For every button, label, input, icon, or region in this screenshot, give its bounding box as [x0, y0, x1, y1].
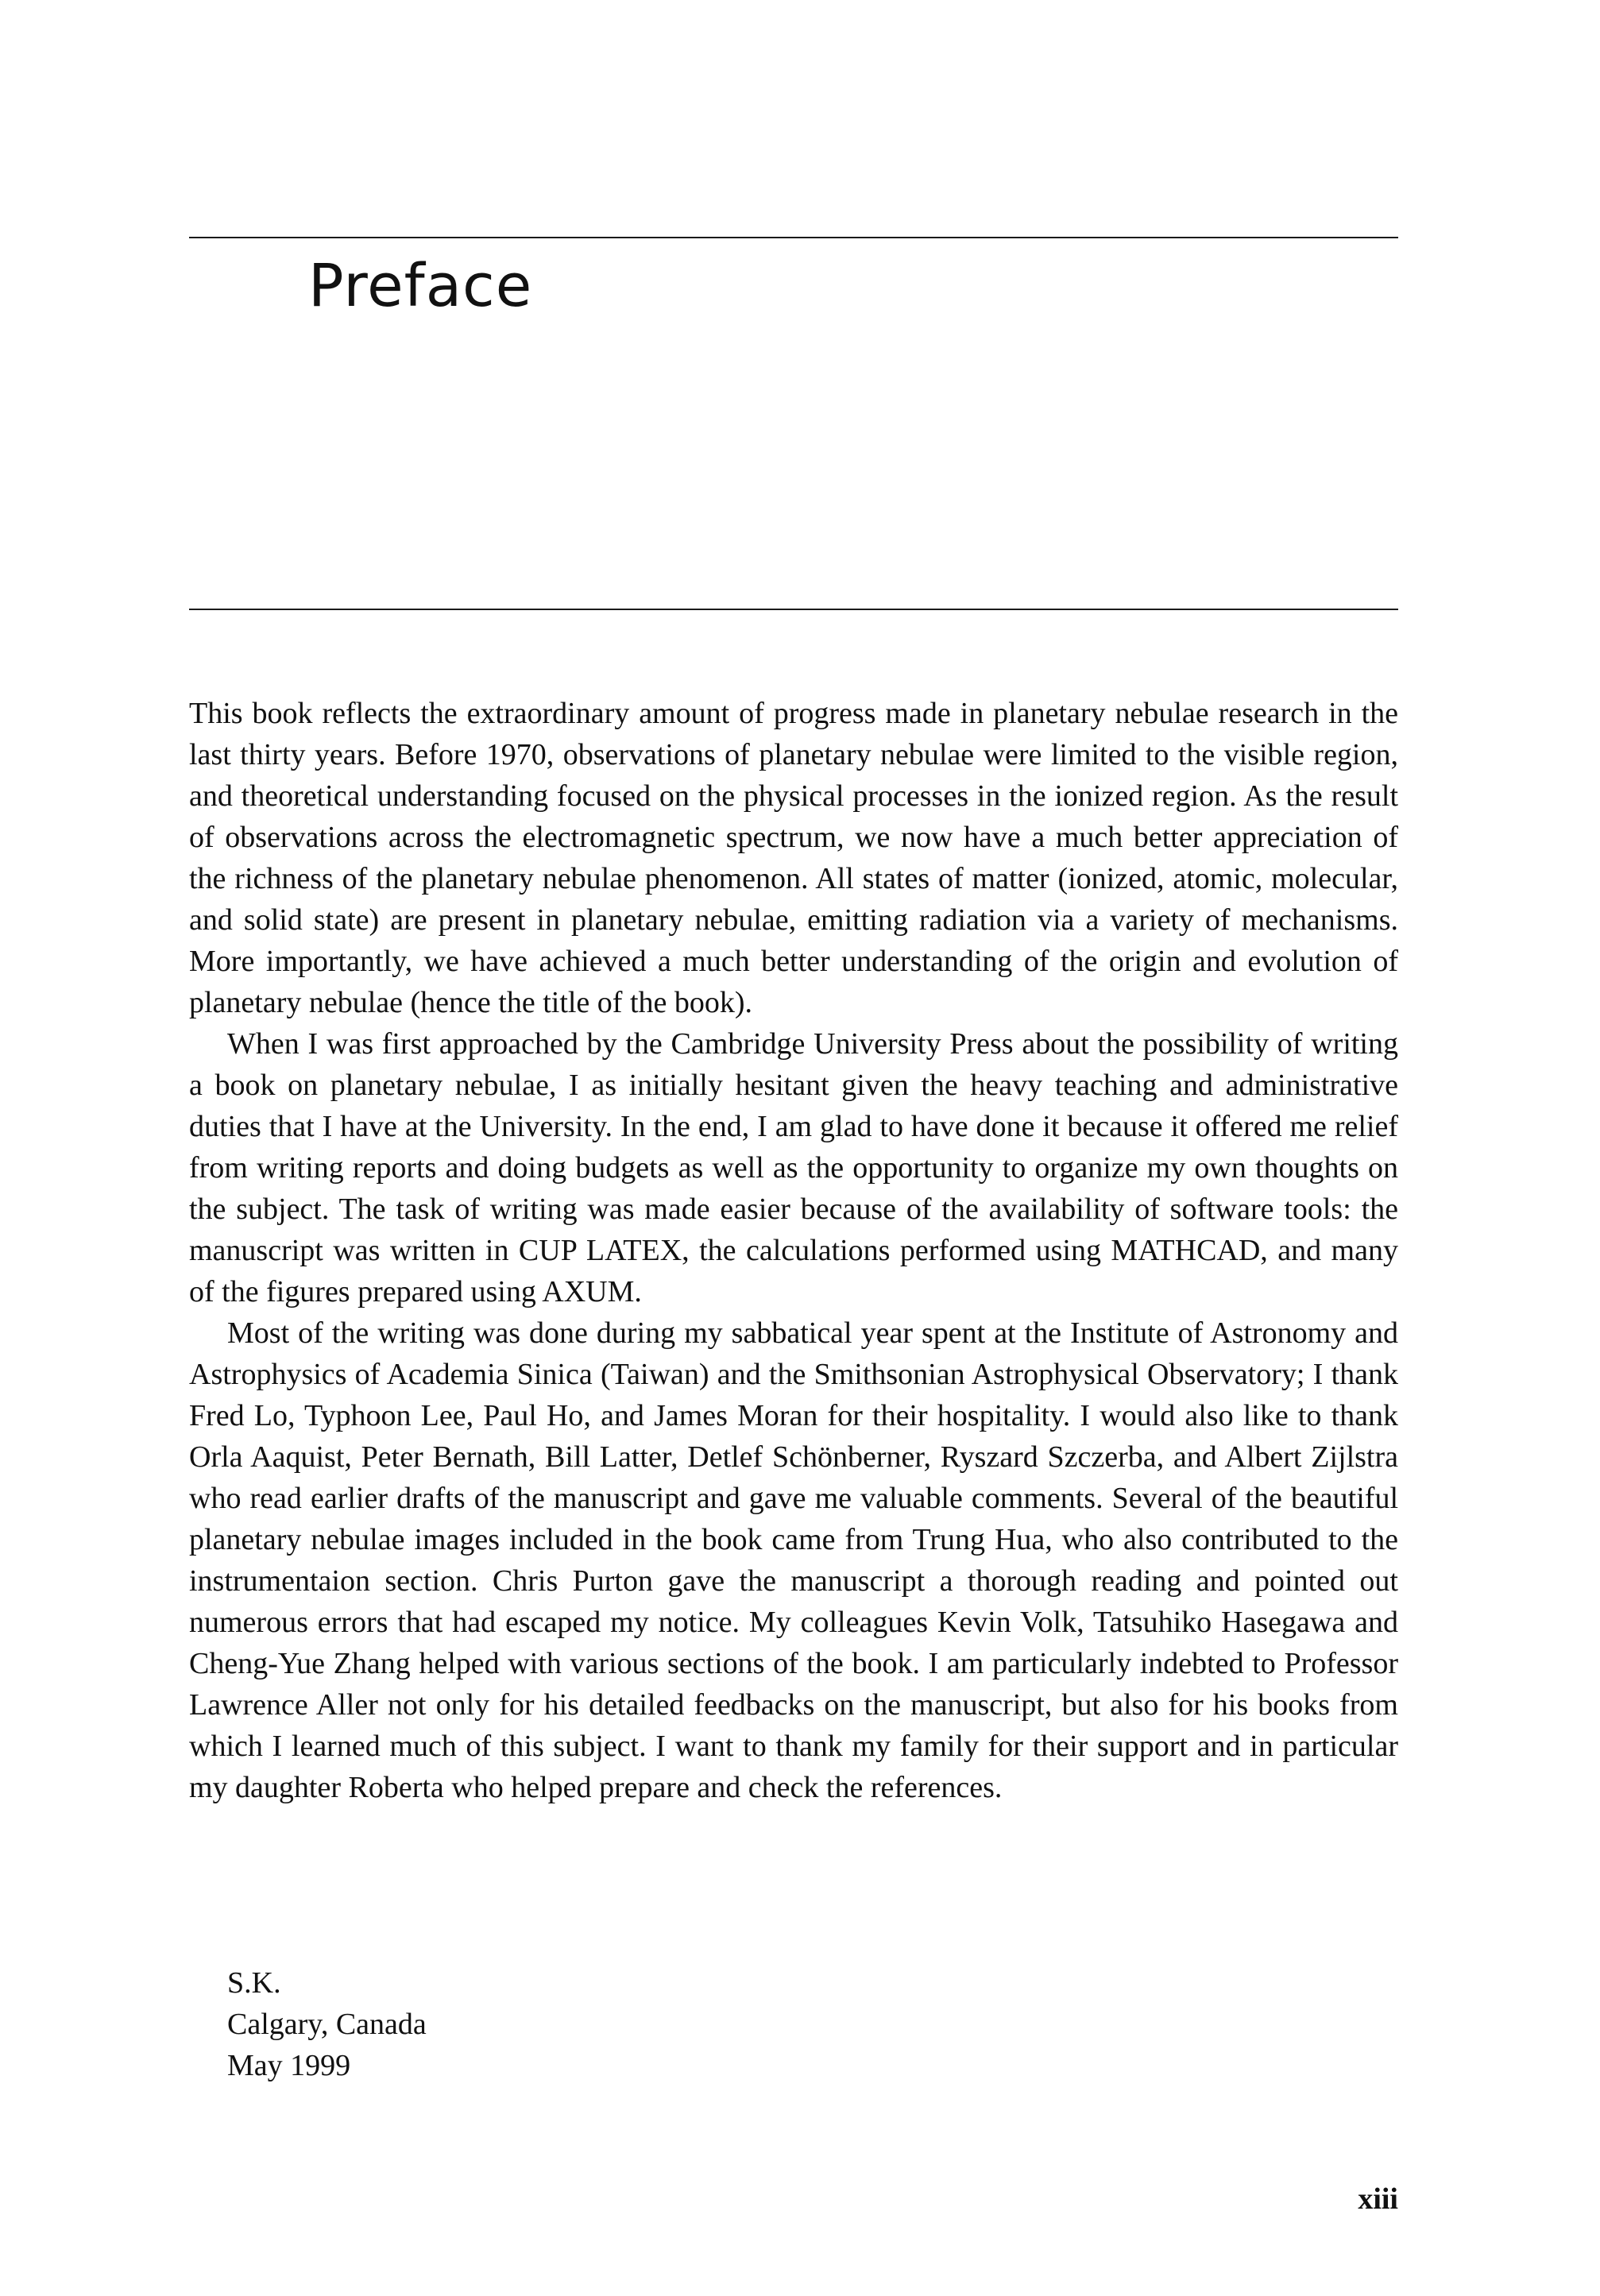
top-rule — [189, 237, 1398, 238]
signature-date: May 1999 — [227, 2049, 351, 2082]
paragraph-3: Most of the writing was done during my sabbatical year spent at the Institute of Astronomy and Astrophysics of Academia Sinica (Taiwan) and the Smithsonian Astrophysical Observatory; I thank Fred Lo, Typhoon Lee, Paul Ho, and James Moran for their hospitality. I would also like to thank Orla Aaquist, Peter Bernath, Bill Latter, Detlef Schönberner, Ryszard Szczerba, and Albert Zijlstra who read earlier drafts of the manuscript and gave me valuable comments. Several of the beautiful planetary nebulae images included in the book came from Trung Hua, who also contributed to the instrumentaion section. Chris Purton gave the manuscript a thorough reading and pointed out numerous errors that had escaped my notice. My colleagues Kevin Volk, Tatsuhiko Hasegawa and Cheng-Yue Zhang helped with various sections of the book. I am particularly indebted to Professor Lawrence Aller not only for his detailed feedbacks on the manuscript, but also for his books from which I learned much of this subject. I want to thank my family for their support and in particular my daughter Roberta who helped prepare and check the references. — [189, 1316, 1398, 1804]
signature-block — [227, 1962, 427, 2086]
page-number: xiii — [1358, 2182, 1398, 2216]
preface-body — [189, 693, 1398, 1808]
page-title: Preface — [308, 252, 533, 320]
signature-location: Calgary, Canada — [227, 2008, 427, 2041]
signature-initials: S.K. — [227, 1966, 281, 2000]
paragraph-2: When I was first approached by the Cambridge University Press about the possibility of writing a book on planetary nebulae, I as initially hesitant given the heavy teaching and administrative duties that I have at the University. In the end, I am glad to have done it because it offered me relief from writing reports and doing budgets as well as the opportunity to organize my own thoughts on the subject. The task of writing was made easier because of the availability of software tools: the manuscript was written in CUP LATEX, the calculations performed using MATHCAD, and many of the figures prepared using AXUM. — [189, 1027, 1398, 1308]
title-bottom-rule — [189, 609, 1398, 610]
paragraph-1: This book reflects the extraordinary amount of progress made in planetary nebulae research in the last thirty years. Before 1970, observations of planetary nebulae were limited to the visible region, and theoretical understanding focused on the physical processes in the ionized region. As the result of observations across the electromagnetic spectrum, we now have a much better appreciation of the richness of the planetary nebulae phenomenon. All states of matter (ionized, atomic, molecular, and solid state) are present in planetary nebulae, emitting radiation via a variety of mechanisms. More importantly, we have achieved a much better understanding of the origin and evolution of planetary nebulae (hence the title of the book). — [189, 697, 1398, 1019]
